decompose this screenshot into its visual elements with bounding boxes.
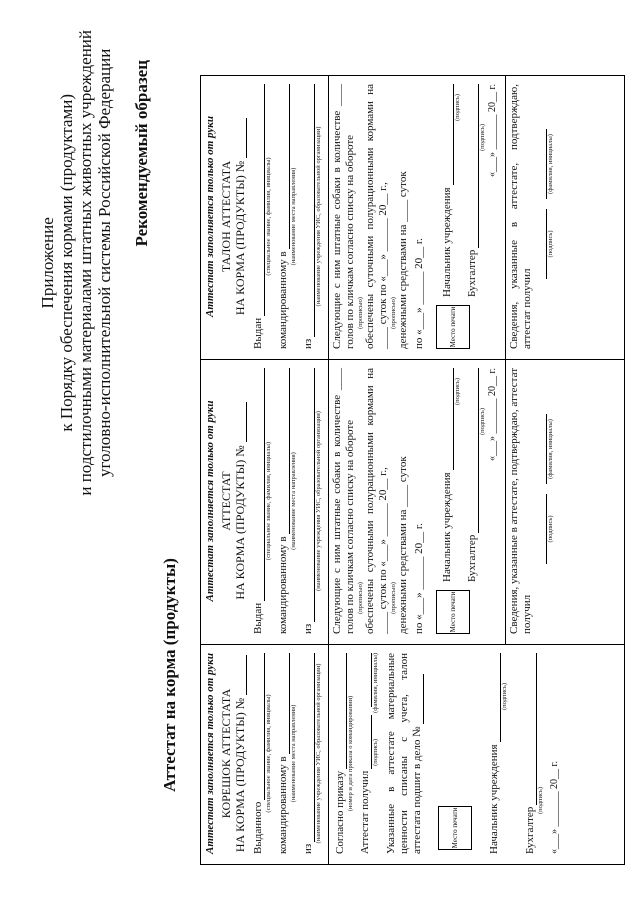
coupon-title-2 (233, 84, 247, 349)
stub-issued-line (252, 653, 265, 854)
attestat-hint-words-1: (прописью) (357, 582, 364, 614)
coupon-confirm-name-field[interactable] (536, 129, 547, 199)
coupon-posted-line (277, 84, 290, 349)
coupon-issued-label: Выдан (252, 317, 264, 349)
coupon-money-text: денежными средствами на ____ суток (397, 171, 409, 349)
attestat-title (219, 368, 247, 634)
attestat-divider-2 (505, 360, 506, 644)
appendix-line-1: к Порядку обеспечения кормами (продуктами) (57, 94, 76, 432)
stub-received-hints (372, 653, 379, 854)
attestat-head-field[interactable] (442, 368, 454, 470)
coupon-title-1: ТАЛОН АТТЕСТАТА (219, 160, 233, 273)
stub-case-number-field[interactable] (423, 674, 424, 724)
attestat-hint-dest: (наименование места направления) (290, 452, 297, 550)
coupon-confirm-hint-sign: (подпись) (547, 230, 554, 258)
attestat-from-field[interactable] (303, 368, 315, 622)
coupon-divider (328, 76, 329, 359)
stub-accountant-hint: (подпись) (537, 787, 544, 814)
stub-divider (328, 645, 329, 864)
attestat-confirm-hints (547, 368, 554, 634)
stub-title-2 (233, 653, 247, 854)
coupon-divider-2 (505, 76, 506, 359)
stub-head-field[interactable] (489, 653, 501, 742)
stub-stamp-label: Место печати (450, 807, 459, 849)
stub-column (201, 644, 624, 864)
attestat-accountant-line (466, 368, 479, 582)
stub-order-line (334, 653, 347, 854)
form-frame (200, 75, 625, 865)
coupon-confirm-hints (547, 84, 554, 349)
coupon-hint-org: (наименование учреждения УИС, образовательной организации) (315, 126, 322, 307)
appendix-header (38, 30, 114, 496)
document-title: Аттестат на корма (продукты) (160, 558, 179, 792)
coupon-accountant-field[interactable] (467, 84, 479, 248)
coupon-posted-field[interactable] (278, 84, 290, 249)
attestat-confirm-lines (536, 368, 547, 634)
attestat-accountant-field[interactable] (467, 368, 479, 533)
stub-hint-order: (номер и дата приказа о командировании) (347, 695, 354, 812)
attestat-provided-text: обеспечены суточными полурационными кормами на ____ суток по «___» ______ 20__ г., (364, 368, 389, 634)
coupon-head-hint: (подпись) (454, 94, 461, 121)
attestat-head-label: Начальник учреждения (441, 472, 453, 582)
stub-hint-org: (наименование учреждения УИС, образовательной организации) (315, 663, 322, 844)
stub-head-line (488, 653, 501, 854)
coupon-number-field[interactable] (246, 118, 247, 158)
stub-accountant-line (524, 653, 537, 854)
stub-head-hint: (подпись) (501, 683, 508, 710)
stub-date: «___» _______ 20__ г. (549, 761, 560, 854)
stub-issued-label: Выданного (252, 801, 264, 854)
coupon-accountant-hint: (подпись) (479, 124, 486, 151)
stub-accountant-label: Бухгалтер (524, 806, 536, 854)
coupon-head-label: Начальник учреждения (441, 187, 453, 297)
attestat-confirm-hint-sign: (подпись) (547, 515, 554, 543)
coupon-hint-words-1: (прописью) (357, 297, 364, 329)
coupon-signatures (436, 84, 499, 297)
stub-title (219, 653, 247, 854)
coupon-accountant-line (466, 84, 479, 297)
coupon-dogs-text: Следующие с ним штатные собаки в количестве ____ голов по кличкам согласно списку на обороте (331, 84, 356, 349)
attestat-head-line (441, 368, 454, 582)
attestat-title-2-text: НА КОРМА (ПРОДУКТЫ) № (233, 445, 247, 600)
attestat-confirm-sign-field[interactable] (536, 494, 547, 564)
appendix-line-2: и подстилочными материалами штатных животных учреждений (76, 30, 95, 496)
coupon-stamp-label: Место печати (448, 306, 457, 348)
attestat-date: «___» _______ 20__ г. (487, 368, 498, 461)
coupon-confirm-lines (536, 84, 547, 349)
coupon-from-line (302, 84, 315, 349)
coupon-confirm-sign-field[interactable] (536, 209, 547, 279)
coupon-issued-line (252, 84, 265, 349)
attestat-confirm-text: Сведения, указанные в аттестате, подтверждаю, аттестат получил (508, 368, 533, 634)
attestat-title-2 (233, 368, 247, 634)
coupon-column (201, 76, 624, 359)
attestat-issued-field[interactable] (253, 368, 265, 601)
attestat-accountant-label: Бухгалтер (466, 534, 478, 582)
attestat-posted-label: командированному в (277, 536, 289, 634)
stub-posted-line (277, 653, 290, 854)
attestat-number-field[interactable] (246, 402, 247, 442)
coupon-issued-field[interactable] (253, 84, 265, 316)
coupon-provided-text: обеспечены суточными полурационными кормами на ____ суток по «___» ______ 20__ г., (364, 84, 389, 349)
attestat-hint-name: (специальное звание, фамилия, инициалы) (265, 441, 272, 561)
attestat-stamp-label: Место печати (448, 591, 457, 633)
attestat-stamp-box (436, 590, 470, 634)
attestat-until-text: по «___» ______ 20__ г. (413, 523, 425, 634)
coupon-head-field[interactable] (442, 84, 454, 185)
stub-received-name-field[interactable] (360, 653, 372, 707)
stub-number-field[interactable] (246, 655, 247, 695)
fill-note: Аттестат заполняется только от руки (204, 653, 216, 854)
stub-order-label: Согласно приказу (334, 770, 346, 854)
coupon-stamp-box (436, 305, 470, 349)
appendix-label: Приложение (38, 217, 57, 309)
coupon-hint-words-2: (прописью) (390, 297, 397, 329)
coupon-head-line (441, 84, 454, 297)
stub-received-line (359, 653, 372, 854)
stub-head-label: Начальник учреждения (488, 744, 500, 854)
coupon-confirm-hint-fio: (фамилия, инициалы) (547, 134, 554, 194)
coupon-from-field[interactable] (303, 84, 315, 337)
attestat-from-line (302, 368, 315, 634)
stub-hint-sign: (подпись) (372, 738, 379, 766)
attestat-accountant-hint: (подпись) (479, 408, 486, 435)
stub-posted-field[interactable] (278, 653, 290, 754)
attestat-confirm-hint-fio: (фамилия, инициалы) (547, 419, 554, 479)
attestat-sign-block (436, 368, 499, 634)
stub-hint-name: (специальное звание, фамилия, инициалы) (265, 694, 272, 813)
stub-issued-field[interactable] (253, 653, 265, 800)
stub-hint-dest: (наименование места направления) (290, 704, 297, 803)
attestat-column (201, 359, 624, 644)
attestat-posted-line (277, 368, 290, 634)
attestat-from-label: из (302, 623, 314, 634)
attestat-fill-note: Аттестат заполняется только от руки (204, 400, 216, 602)
attestat-issued-label: Выдан (252, 602, 264, 634)
appendix-line-3: уголовно-исполнительной системы Российской Федерации (95, 48, 114, 477)
stub-stamp-box (438, 806, 472, 850)
coupon-date: «___» _______ 20__ г. (487, 84, 498, 177)
stub-posted-label: командированному в (277, 756, 289, 854)
stub-received-sign-field[interactable] (360, 715, 372, 769)
attestat-head-hint: (подпись) (454, 378, 461, 405)
coupon-until-text: по «___» ______ 20__ г. (413, 238, 425, 349)
coupon-hint-dest: (наименование места направления) (290, 167, 297, 266)
stub-order-field[interactable] (335, 653, 347, 769)
coupon-fill-note: Аттестат заполняется только от руки (204, 116, 216, 317)
attestat-divider (328, 360, 329, 644)
coupon-hint-name: (специальное звание, фамилия, инициалы) (265, 157, 272, 276)
attestat-money-text: денежными средствами на ____ суток (397, 456, 409, 634)
attestat-issued-line (252, 368, 265, 634)
attestat-title-1: АТТЕСТАТ (219, 471, 233, 531)
recommended-sample-label: Рекомендуемый образец (132, 60, 151, 247)
stub-title-2-text: НА КОРМА (ПРОДУКТЫ) № (233, 697, 247, 853)
stub-from-field[interactable] (303, 653, 315, 842)
stub-received-label: Аттестат получил (359, 770, 371, 854)
stub-from-line (302, 653, 315, 854)
stub-title-1: КОРЕШОК АТТЕСТАТА (219, 688, 233, 819)
attestat-hint-words-2: (прописью) (390, 582, 397, 614)
attestat-hint-org: (наименование учреждения УИС, образовательной организации) (315, 411, 322, 591)
coupon-posted-label: командированному в (277, 251, 289, 349)
attestat-dogs-text: Следующие с ним штатные собаки в количестве ____ голов по кличкам согласно списку на обороте (331, 368, 356, 634)
attestat-posted-field[interactable] (278, 368, 290, 534)
coupon-title-2-text: НА КОРМА (ПРОДУКТЫ) № (233, 160, 247, 316)
stub-hint-fio: (фамилия, инициалы) (372, 653, 379, 713)
stub-written-off (385, 653, 424, 854)
attestat-signatures (436, 368, 499, 582)
attestat-confirm-name-field[interactable] (536, 414, 547, 484)
coupon-title (219, 84, 247, 349)
stub-accountant-field[interactable] (525, 653, 537, 805)
coupon-confirm-text: Сведения, указанные в аттестате, подтверждаю, аттестат получил (508, 84, 533, 349)
stub-from-label: из (302, 843, 314, 854)
stub-written-off-text: Указанные в аттестате материальные ценности списаны с учета, талон аттестата подшит в дело № (385, 653, 423, 854)
coupon-sign-block (436, 84, 499, 349)
coupon-from-label: из (302, 338, 314, 349)
coupon-accountant-label: Бухгалтер (466, 249, 478, 297)
